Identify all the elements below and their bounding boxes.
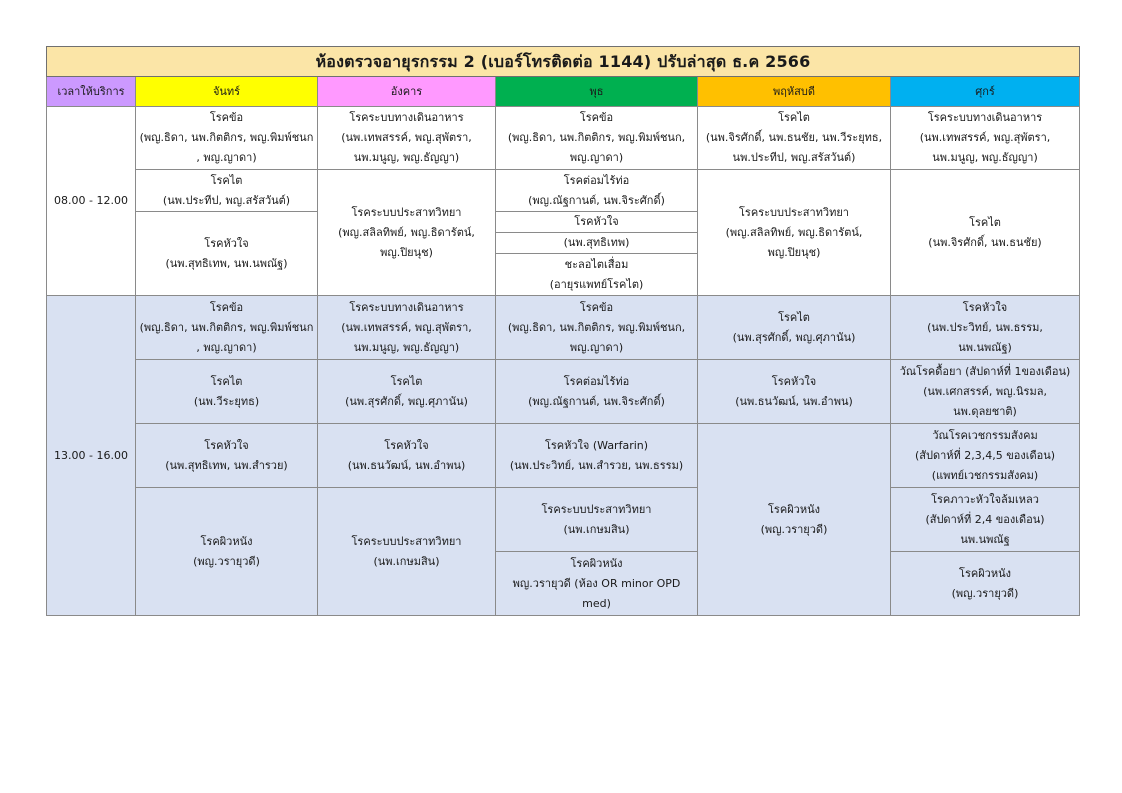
clinic-doctors: (นพ.สุรศักดิ์, พญ.ศุภานัน) [732, 330, 856, 344]
clinic-doctors: นพ.ดุลยชาติ) [953, 404, 1017, 418]
clinic-doctors: (นพ.ประวิทย์, นพ.สำรวย, นพ.ธรรม) [509, 458, 684, 472]
clinic-name: โรคไต [778, 310, 810, 324]
clinic-cell [496, 360, 698, 424]
clinic-doctors: (พญ.ธิดา, นพ.กิตติกร, พญ.พิมพ์ชนก, [507, 320, 686, 334]
clinic-cell [496, 107, 698, 170]
clinic-doctors: (พญ.ธิดา, นพ.กิตติกร, พญ.พิมพ์ชนก, [507, 131, 686, 144]
clinic-name: โรคต่อมไร้ท่อ [563, 374, 630, 388]
clinic-doctors: (สัปดาห์ที่ 2,3,4,5 ของเดือน) [914, 448, 1056, 462]
clinic-name: ชะลอไตเสื่อม [564, 257, 629, 271]
clinic-cell [318, 170, 496, 296]
clinic-doctors: พญ.ปิยนุช) [380, 245, 433, 259]
clinic-doctors: med) [582, 596, 611, 610]
clinic-cell [891, 296, 1080, 360]
clinic-doctors: (แพทย์เวชกรรมสังคม) [931, 468, 1039, 482]
clinic-name: โรคผิวหนัง [768, 502, 820, 516]
clinic-name: โรคไต [210, 173, 243, 187]
clinic-cell [891, 170, 1080, 296]
clinic-cell [496, 296, 698, 360]
clinic-cell [496, 552, 698, 616]
clinic-name: โรคผิวหนัง [570, 556, 623, 570]
clinic-cell [136, 424, 318, 488]
clinic-name: โรคหัวใจ [771, 374, 817, 388]
clinic-doctors: (พญ.ธิดา, นพ.กิตติกร, พญ.พิมพ์ชนก [139, 320, 314, 334]
clinic-cell [136, 170, 318, 212]
clinic-name: โรคไต [778, 111, 810, 124]
clinic-doctors: , พญ.ญาดา) [196, 151, 257, 164]
header-thursday: พฤหัสบดี [698, 77, 891, 107]
clinic-doctors: นพ.ประทีป, พญ.สรัสวันต์) [732, 151, 856, 164]
clinic-name: โรคหัวใจ [204, 438, 249, 452]
clinic-doctors: (นพ.ธนวัฒน์, นพ.อำพน) [735, 394, 853, 408]
clinic-doctors: (นพ.เทพสรรค์, พญ.สุพัตรา, [341, 131, 472, 144]
clinic-doctors: (นพ.ธนวัฒน์, นพ.อำพน) [347, 458, 466, 472]
clinic-name: โรคระบบประสาทวิทยา [739, 205, 849, 219]
clinic-doctors: (พญ.วรายุวดี) [760, 522, 828, 536]
clinic-cell [496, 488, 698, 552]
clinic-doctors: (อายุรแพทย์โรคไต) [549, 277, 644, 291]
clinic-cell [136, 360, 318, 424]
clinic-doctors: พญ.วรายุวดี (ห้อง OR minor OPD [512, 576, 681, 590]
clinic-doctors: (นพ.วีระยุทธ) [193, 394, 260, 408]
clinic-doctors: (นพ.เกษมสิน) [373, 554, 440, 568]
clinic-cell [318, 296, 496, 360]
clinic-cell [891, 424, 1080, 488]
clinic-cell [891, 360, 1080, 424]
clinic-cell [698, 360, 891, 424]
clinic-doctors: (พญ.วรายุวดี) [193, 554, 260, 568]
header-wednesday: พุธ [496, 77, 698, 107]
clinic-name: โรคระบบประสาทวิทยา [351, 534, 462, 548]
clinic-cell [496, 212, 698, 233]
clinic-cell [891, 107, 1080, 170]
clinic-cell [698, 170, 891, 296]
clinic-doctors: (นพ.สุทธิเทพ, นพ.สำรวย) [165, 458, 288, 472]
clinic-cell [136, 107, 318, 170]
clinic-doctors: (นพ.ประวิทย์, นพ.ธรรม, [927, 320, 1043, 334]
clinic-schedule-table [46, 46, 1080, 616]
clinic-name: โรคระบบประสาทวิทยา [541, 502, 652, 516]
clinic-name: โรคต่อมไร้ท่อ [563, 173, 630, 187]
clinic-cell [891, 552, 1080, 616]
clinic-name: โรคข้อ [579, 300, 614, 314]
time-slot-morning: 08.00 - 12.00 [47, 107, 136, 296]
clinic-doctors: (พญ.ณัฐกานต์, นพ.จิระศักดิ์) [528, 394, 665, 408]
clinic-name: โรคหัวใจ [574, 215, 619, 228]
clinic-name: โรคหัวใจ [204, 236, 249, 250]
clinic-cell [496, 254, 698, 296]
clinic-doctors: นพ.มนูญ, พญ.ธัญญา) [353, 340, 460, 354]
clinic-cell [136, 488, 318, 616]
clinic-doctors: (พญ.สลิลทิพย์, พญ.ธิดารัตน์, [725, 225, 863, 239]
clinic-cell [496, 170, 698, 212]
clinic-cell [318, 488, 496, 616]
clinic-cell [496, 233, 698, 254]
clinic-name: โรคหัวใจ (Warfarin) [544, 438, 649, 452]
clinic-doctors: (นพ.เศกสรรค์, พญ.นิรมล, [923, 384, 1047, 398]
clinic-doctors: นพ.มนูญ, พญ.ธัญญา) [353, 151, 460, 164]
clinic-cell [318, 424, 496, 488]
clinic-doctors: (นพ.เกษมสิน) [563, 522, 630, 536]
header-friday: ศุกร์ [891, 77, 1080, 107]
clinic-cell [136, 296, 318, 360]
clinic-doctors: พญ.ปิยนุช) [767, 245, 821, 259]
header-tuesday: อังคาร [318, 77, 496, 107]
clinic-doctors: (พญ.ธิดา, นพ.กิตติกร, พญ.พิมพ์ชนก [139, 131, 314, 144]
clinic-doctors: พญ.ญาดา) [569, 340, 624, 354]
clinic-cell [698, 424, 891, 616]
clinic-name: โรคข้อ [209, 111, 244, 124]
clinic-name: โรคระบบทางเดินอาหาร [349, 300, 464, 314]
clinic-name: โรคหัวใจ [384, 438, 429, 452]
clinic-doctors: นพ.นพณัฐ) [958, 340, 1012, 354]
header-monday: จันทร์ [136, 77, 318, 107]
clinic-doctors: นพ.มนูญ, พญ.ธัญญา) [932, 151, 1038, 164]
page-title: ห้องตรวจอายุรกรรม 2 (เบอร์โทรติดต่อ 1144) ปรับล่าสุด ธ.ค 2566 [47, 47, 1080, 77]
clinic-doctors: (นพ.เทพสรรค์, พญ.สุพัตรา, [341, 320, 472, 334]
clinic-name: โรคหัวใจ [962, 300, 1008, 314]
clinic-doctors: (นพ.จิรศักดิ์, นพ.ธนชัย, นพ.วีระยุทธ, [705, 131, 883, 144]
clinic-doctors: (นพ.สุทธิเทพ) [563, 236, 630, 249]
clinic-cell [136, 212, 318, 296]
clinic-cell [318, 360, 496, 424]
clinic-doctors: (นพ.เทพสรรค์, พญ.สุพัตรา, [919, 131, 1051, 144]
clinic-name: โรคผิวหนัง [959, 566, 1011, 580]
clinic-name: โรคภาวะหัวใจล้มเหลว [931, 492, 1039, 506]
clinic-name: โรคผิวหนัง [200, 534, 253, 548]
time-slot-afternoon: 13.00 - 16.00 [47, 296, 136, 616]
clinic-name: โรคระบบทางเดินอาหาร [349, 111, 464, 124]
clinic-doctors: , พญ.ญาดา) [196, 340, 257, 354]
clinic-name: โรคระบบทางเดินอาหาร [927, 111, 1043, 124]
clinic-name: โรคข้อ [579, 111, 614, 124]
clinic-doctors: (นพ.สุรศักดิ์, พญ.ศุภานัน) [345, 394, 468, 408]
clinic-cell [318, 107, 496, 170]
clinic-doctors: (พญ.ณัฐกานต์, นพ.จิระศักดิ์) [528, 193, 665, 207]
clinic-cell [698, 107, 891, 170]
clinic-name: วัณโรคดื้อยา (สัปดาห์ที่ 1ของเดือน) [899, 364, 1071, 378]
clinic-doctors: (สัปดาห์ที่ 2,4 ของเดือน) [925, 512, 1045, 526]
clinic-doctors: (พญ.วรายุวดี) [951, 586, 1019, 600]
clinic-cell [698, 296, 891, 360]
clinic-doctors: (นพ.สุทธิเทพ, นพ.นพณัฐ) [165, 256, 288, 270]
clinic-name: โรคไต [210, 374, 243, 388]
clinic-doctors: นพ.นพณัฐ [960, 532, 1010, 546]
clinic-name: โรคไต [969, 215, 1001, 229]
header-time: เวลาให้บริการ [47, 77, 136, 107]
clinic-doctors: พญ.ญาดา) [569, 151, 624, 164]
clinic-name: โรคข้อ [209, 300, 244, 314]
clinic-cell [496, 424, 698, 488]
clinic-doctors: (นพ.จิรศักดิ์, นพ.ธนชัย) [928, 235, 1042, 249]
clinic-name: โรคไต [390, 374, 423, 388]
clinic-cell [891, 488, 1080, 552]
clinic-doctors: (นพ.ประทีป, พญ.สรัสวันต์) [162, 193, 291, 207]
clinic-doctors: (พญ.สลิลทิพย์, พญ.ธิดารัตน์, [338, 225, 475, 239]
clinic-name: โรคระบบประสาทวิทยา [351, 205, 462, 219]
clinic-name: วัณโรคเวชกรรมสังคม [932, 428, 1038, 442]
